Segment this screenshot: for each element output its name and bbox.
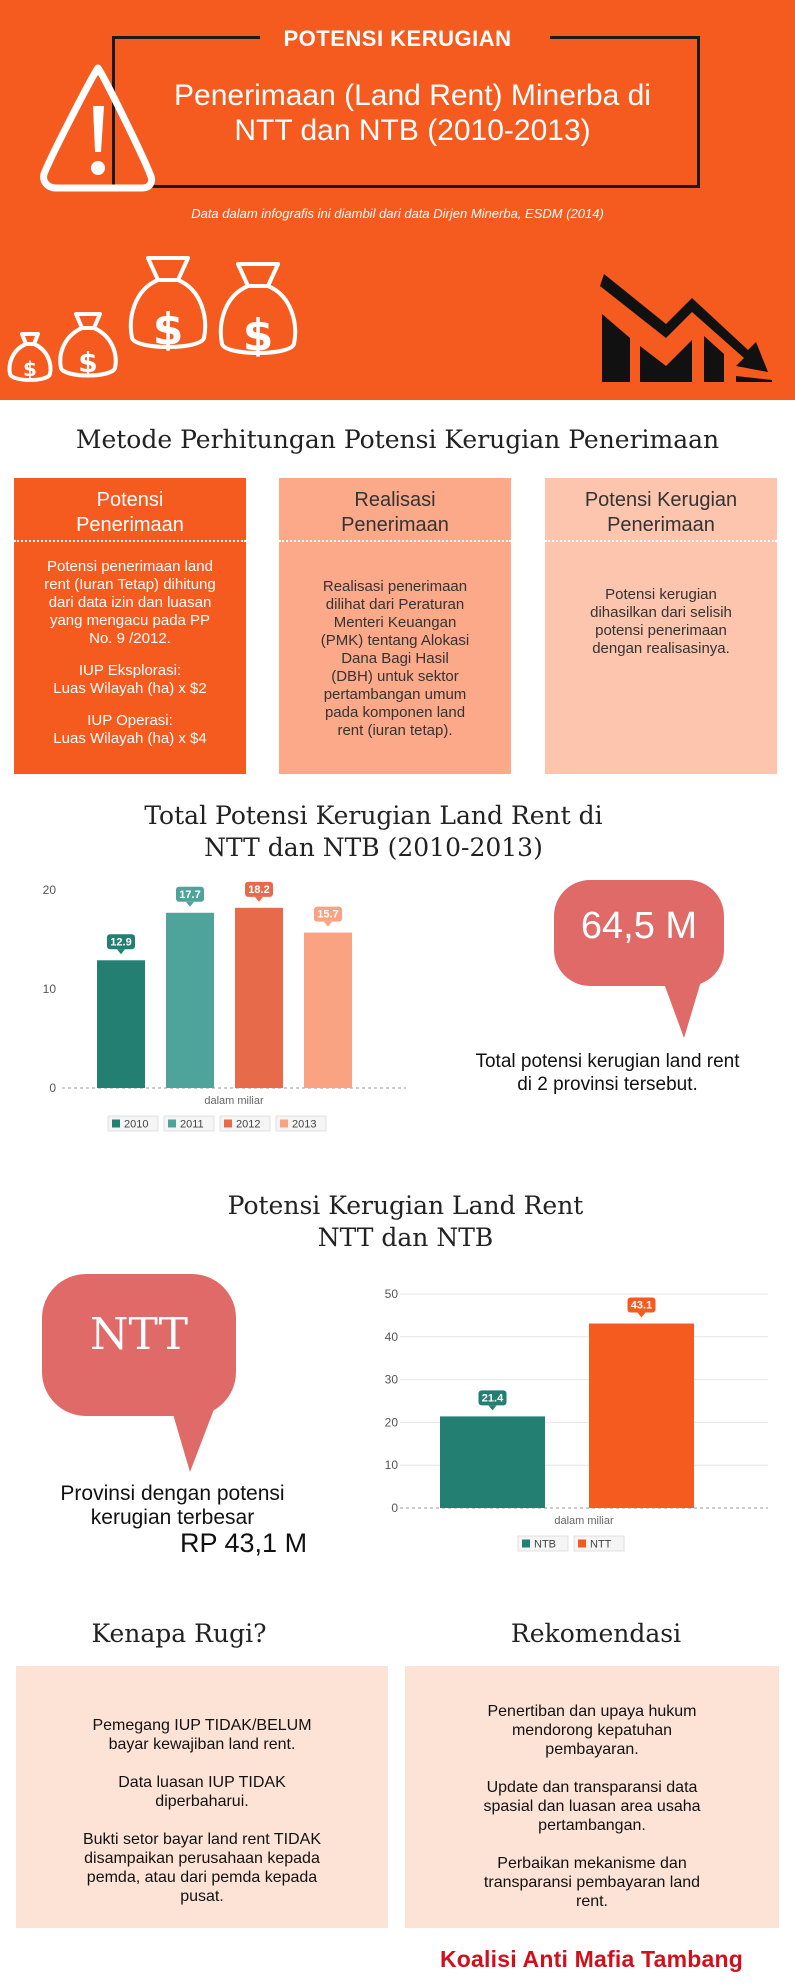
total-section-title: Total Potensi Kerugian Land Rent di NTT dan NTB (2010-2013) [144, 801, 603, 862]
warning-icon [38, 62, 158, 202]
data-label-pointer [638, 1313, 646, 1318]
legend-swatch [280, 1120, 288, 1128]
province-bubble [40, 1272, 240, 1472]
legend-label: 2013 [292, 1118, 317, 1131]
legend-label: NTT [590, 1538, 612, 1551]
data-label-pointer [324, 922, 332, 927]
card-potential-revenue [14, 478, 246, 774]
organization-footer: Koalisi Anti Mafia Tambang [440, 1946, 743, 1972]
svg-text:$: $ [78, 346, 98, 379]
province-note: Provinsi dengan potensi kerugian terbesar [60, 1482, 285, 1529]
y-tick-label: 30 [384, 1372, 398, 1387]
svg-text:$: $ [242, 310, 274, 361]
data-label: 17.7 [179, 888, 201, 901]
data-label-pointer [117, 949, 125, 954]
y-tick-label: 10 [384, 1458, 398, 1473]
card-body: Potensi penerimaan land rent (Iuran Tetap) dihitung dari data izin dan luasan yang mengacu pada PP No. 9 /2012. IUP Eksplorasi: Luas Wilayah (ha) x $2 IUP Operasi: Luas Wilayah (ha) x $4 [44, 558, 216, 747]
data-label-pointer [186, 902, 194, 907]
legend-swatch [224, 1120, 232, 1128]
declining-chart-icon [596, 268, 776, 388]
legend-label: 2011 [180, 1118, 204, 1131]
data-label: 12.9 [110, 936, 132, 949]
card-body: Realisasi penerimaan dilihat dari Peraturan Menteri Keuangan (PMK) tentang Alokasi Dana Bagi Hasil (DBH) untuk sektor pertambangan umum pada komponen land rent (iuran tetap). [320, 578, 470, 739]
legend-swatch [522, 1540, 530, 1548]
bar-2010 [97, 960, 145, 1088]
data-label: 15.7 [317, 908, 339, 921]
why-title: Kenapa Rugi? [91, 1619, 267, 1648]
y-tick-label: 0 [391, 1501, 398, 1515]
recommendation-title: Rekomendasi [510, 1619, 682, 1648]
x-axis-caption: dalam miliar [554, 1515, 614, 1527]
data-label: 18.2 [248, 883, 270, 896]
card-title: Potensi Kerugian Penerimaan [584, 489, 738, 536]
header-banner [0, 0, 795, 400]
main-title-line-2: NTT dan NTB (2010-2013) [234, 114, 591, 147]
bar-NTB [440, 1416, 545, 1508]
y-tick-label: 0 [49, 1081, 56, 1095]
kicker-title: POTENSI KERUGIAN [283, 26, 512, 51]
y-tick-label: 10 [42, 982, 56, 996]
bar-NTT [589, 1324, 694, 1508]
bar-2012 [235, 908, 283, 1088]
total-value: 64,5 M [580, 905, 698, 947]
bar-2011 [166, 913, 214, 1088]
bar-2013 [304, 933, 352, 1088]
card-realized-revenue [279, 478, 511, 774]
legend-swatch [112, 1120, 120, 1128]
svg-text:$: $ [152, 304, 184, 355]
main-title-line-1: Penerimaan (Land Rent) Minerba di [174, 79, 651, 112]
y-tick-label: 20 [42, 883, 56, 897]
legend-label: 2012 [236, 1118, 261, 1131]
legend-swatch [578, 1540, 586, 1548]
data-label-pointer [255, 897, 263, 902]
svg-text:$: $ [23, 357, 37, 381]
data-label-pointer [489, 1405, 497, 1410]
data-label: 43.1 [630, 1299, 653, 1312]
legend-swatch [168, 1120, 176, 1128]
y-tick-label: 40 [384, 1329, 398, 1344]
x-axis-caption: dalam miliar [204, 1095, 264, 1107]
province-section-title: Potensi Kerugian Land Rent NTT dan NTB [227, 1191, 584, 1252]
card-potential-loss [545, 478, 777, 774]
province-value: NTT [89, 1309, 188, 1360]
main-title [140, 78, 685, 148]
total-note: Total potensi kerugian land rent di 2 provinsi tersebut. [475, 1051, 740, 1095]
y-tick-label: 50 [384, 1287, 398, 1301]
y-tick-label: 20 [384, 1415, 398, 1430]
province-amount: RP 43,1 M [180, 1528, 308, 1558]
recommendation-box: Penertiban dan upaya hukum mendorong kepatuhan pembayaran. Update dan transparansi data spasial dan luasan area usaha pertambangan. Perbaikan mekanisme dan transparansi pembayaran land rent. [405, 1666, 779, 1928]
data-label: 21.4 [481, 1392, 504, 1405]
why-box: Pemegang IUP TIDAK/BELUM bayar kewajiban land rent. Data luasan IUP TIDAK diperbaharui. Bukti setor bayar land rent TIDAK disampaikan perusahaan kepada pemda, atau dari pemda kepada pusat. [16, 1666, 388, 1928]
money-bags-icon [0, 248, 320, 388]
province-loss-bar-chart [372, 1282, 772, 1562]
source-note: Data dalam infografis ini diambil dari data Dirjen Minerba, ESDM (2014) [191, 206, 604, 221]
method-section-title: Metode Perhitungan Potensi Kerugian Penerimaan [75, 425, 720, 454]
card-title: Realisasi Penerimaan [341, 489, 449, 536]
legend-label: NTB [534, 1538, 556, 1551]
yearly-loss-bar-chart [40, 880, 420, 1135]
legend-label: 2010 [124, 1118, 149, 1131]
card-title: Potensi Penerimaan [76, 489, 184, 536]
card-body: Potensi kerugian dihasilkan dari selisih potensi penerimaan dengan realisasinya. [590, 586, 732, 657]
